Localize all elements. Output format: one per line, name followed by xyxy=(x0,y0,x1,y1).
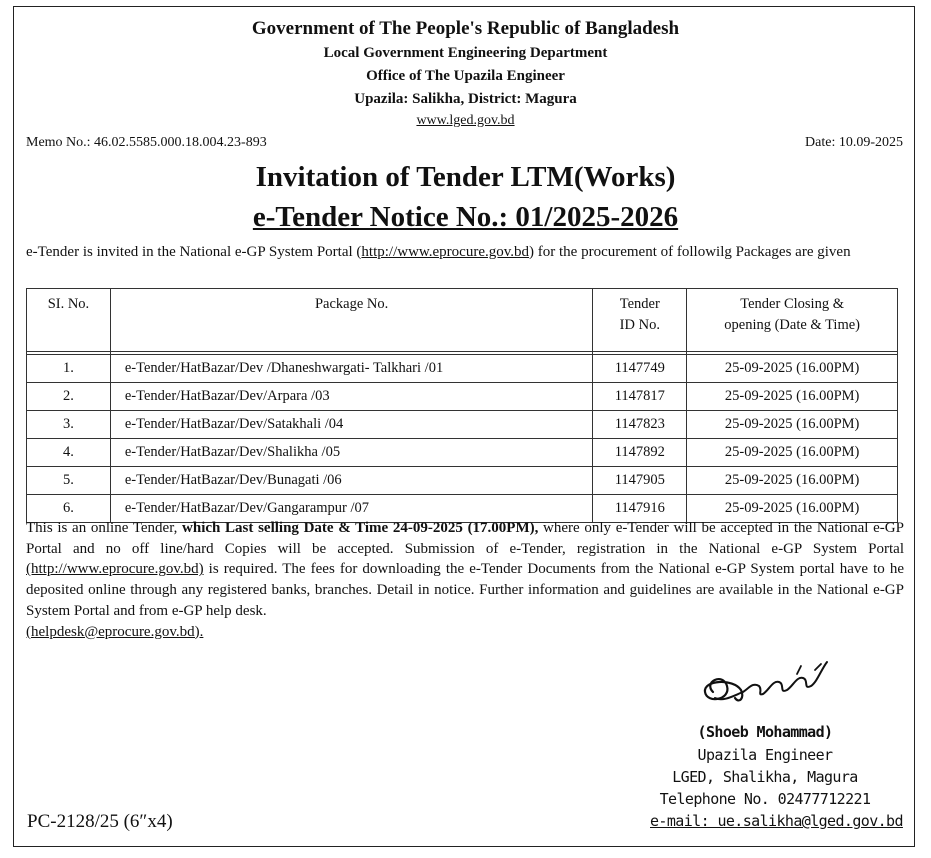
header-government: Government of The People's Republic of Bangladesh xyxy=(251,18,680,39)
header-package-no: Package No. xyxy=(110,289,592,352)
row-tender-id: 1147823 xyxy=(593,411,687,439)
eprocure-link-2[interactable]: (http://www.eprocure.gov.bd) xyxy=(26,561,204,578)
intro-text-end: ) for the procurement of followilg Packages are given xyxy=(529,244,851,260)
row-sl: 5. xyxy=(27,467,111,495)
header-department: Local Government Engineering Department xyxy=(323,45,608,61)
header-sl-no: SI. No. xyxy=(27,289,111,352)
header-location: Upazila: Salikha, District: Magura xyxy=(354,91,577,107)
row-tender-id: 1147916 xyxy=(593,495,687,523)
signatory-email-link[interactable]: e-mail: ue.salikha@lged.gov.bd xyxy=(650,812,903,830)
row-tender-id: 1147817 xyxy=(593,383,687,411)
intro-text-start: e-Tender is invited in the National e-GP System Portal ( xyxy=(26,244,362,260)
header-office: Office of The Upazila Engineer xyxy=(366,68,565,84)
row-sl: 6. xyxy=(27,495,111,523)
terms-paragraph xyxy=(26,518,904,642)
notice-date: Date: 10.09-2025 xyxy=(805,135,903,150)
table-row xyxy=(27,439,898,467)
row-package: e-Tender/HatBazar/Dev/Gangarampur /07 xyxy=(110,495,592,523)
signatory-name: (Shoeb Mohammad) xyxy=(697,723,833,741)
pc-code: PC-2128/25 (6″x4) xyxy=(27,811,173,832)
header-tender-id-line2: ID No. xyxy=(619,317,660,333)
row-package: e-Tender/HatBazar/Dev/Satakhali /04 xyxy=(110,411,592,439)
row-closing: 25-09-2025 (16.00PM) xyxy=(687,439,898,467)
header-closing-line2: opening (Date & Time) xyxy=(724,317,860,333)
memo-number: Memo No.: 46.02.5585.000.18.004.23-893 xyxy=(26,135,267,150)
signatory-telephone: Telephone No. 02477712221 xyxy=(659,790,871,808)
terms-deadline: which Last selling Date & Time 24-09-2025 (17.00PM), xyxy=(182,520,539,536)
row-sl: 3. xyxy=(27,411,111,439)
signatory-office: LGED, Shalikha, Magura xyxy=(672,768,858,786)
row-package: e-Tender/HatBazar/Dev /Dhaneshwargati- Talkhari /01 xyxy=(110,355,592,383)
handwritten-signature xyxy=(693,652,843,722)
table-row xyxy=(27,355,898,383)
row-sl: 4. xyxy=(27,439,111,467)
row-closing: 25-09-2025 (16.00PM) xyxy=(687,383,898,411)
row-closing: 25-09-2025 (16.00PM) xyxy=(687,355,898,383)
row-package: e-Tender/HatBazar/Dev/Arpara /03 xyxy=(110,383,592,411)
row-closing: 25-09-2025 (16.00PM) xyxy=(687,411,898,439)
tender-table xyxy=(26,288,898,523)
intro-paragraph xyxy=(26,242,904,263)
eprocure-link[interactable]: http://www.eprocure.gov.bd xyxy=(361,244,530,260)
table-row xyxy=(27,467,898,495)
table-header-row xyxy=(27,289,898,352)
row-sl: 1. xyxy=(27,355,111,383)
header-closing-line1: Tender Closing & xyxy=(740,296,844,312)
table-row xyxy=(27,411,898,439)
row-tender-id: 1147749 xyxy=(593,355,687,383)
row-package: e-Tender/HatBazar/Dev/Bunagati /06 xyxy=(110,467,592,495)
signatory-designation: Upazila Engineer xyxy=(697,746,833,764)
row-sl: 2. xyxy=(27,383,111,411)
row-package: e-Tender/HatBazar/Dev/Shalikha /05 xyxy=(110,439,592,467)
row-closing: 25-09-2025 (16.00PM) xyxy=(687,495,898,523)
helpdesk-email-link[interactable]: (helpdesk@eprocure.gov.bd). xyxy=(26,623,204,640)
notice-number: e-Tender Notice No.: 01/2025-2026 xyxy=(252,201,679,233)
row-tender-id: 1147892 xyxy=(593,439,687,467)
terms-text-2: where only e-Tender will be accepted in the National e-GP Portal and no off line/hard Copies will be accepted. Submission of e-Tender, registration in the National e-GP System Portal xyxy=(26,520,904,557)
header-website-link[interactable]: www.lged.gov.bd xyxy=(416,113,515,128)
table-row xyxy=(27,383,898,411)
row-closing: 25-09-2025 (16.00PM) xyxy=(687,467,898,495)
notice-title: Invitation of Tender LTM(Works) xyxy=(255,161,676,193)
terms-text-1: This is an online Tender, xyxy=(26,520,183,536)
header-closing-date xyxy=(687,289,898,352)
header-tender-id-line1: Tender xyxy=(619,296,660,312)
header-tender-id xyxy=(593,289,687,352)
row-tender-id: 1147905 xyxy=(593,467,687,495)
terms-text-3: is required. The fees for downloading the e-Tender Documents from the National e-GP System portal have to he deposited online through any registered banks, branches. Detail in notice. Further information and guidelines are available in the National e-GP System Portal and from e-GP help desk. xyxy=(26,561,904,619)
